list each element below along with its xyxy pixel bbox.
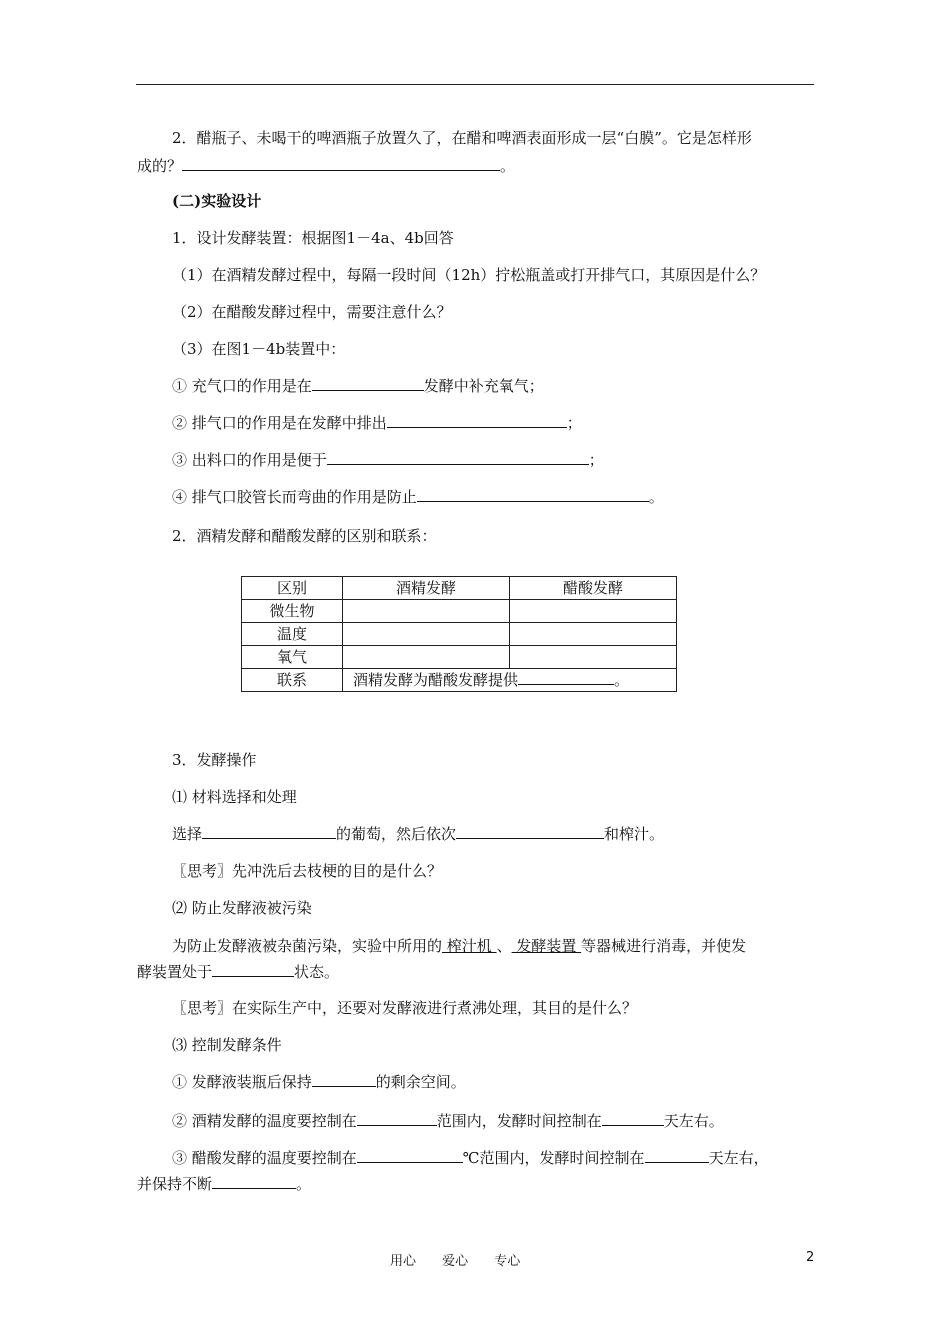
answer-blank[interactable]	[357, 1111, 437, 1126]
design-sub1: （1）在酒精发酵过程中，每隔一段时间（12h）拧松瓶盖或打开排气口，其原因是什么？	[172, 266, 766, 284]
table-row	[242, 600, 677, 623]
answer-blank[interactable]	[312, 376, 424, 391]
answer-blank[interactable]	[182, 156, 500, 171]
design-c2: ② 排气口的作用是在发酵中排出 ；	[172, 414, 582, 432]
table-cell[interactable]	[343, 646, 510, 669]
answer-blank[interactable]	[456, 824, 604, 839]
section-heading: (二)实验设计	[172, 192, 262, 210]
design-item2: 2．酒精发酵和醋酸发酵的区别和联系：	[172, 527, 437, 545]
table-cell[interactable]	[510, 600, 677, 623]
table-header-row	[242, 577, 677, 600]
answer-blank[interactable]	[202, 824, 336, 839]
table-cell[interactable]	[510, 623, 677, 646]
answer-blank[interactable]	[387, 413, 567, 428]
link-cell: 酒精发酵为醋酸发酵提供 。	[343, 669, 677, 692]
answer-blank[interactable]	[357, 1148, 463, 1163]
answer-blank[interactable]	[212, 1174, 296, 1189]
footer-motto: 用心 爱心 专心	[390, 1254, 521, 1269]
op-k3-line2: 并保持不断 。	[137, 1175, 312, 1193]
table-header-cell: 酒精发酵	[343, 577, 510, 600]
q2-line2	[137, 156, 515, 176]
answer-blank[interactable]	[327, 450, 589, 465]
q2-line1: 2．醋瓶子、未喝干的啤酒瓶子放置久了，在醋和啤酒表面形成一层“白膜”。它是怎样形	[172, 129, 752, 147]
op-k2: ② 酒精发酵的温度要控制在 范围内，发酵时间控制在 天左右。	[172, 1112, 724, 1130]
page-number: 2	[806, 1250, 815, 1265]
op-k3-line1: ③ 醋酸发酵的温度要控制在 ℃范围内，发酵时间控制在 天左右，	[172, 1149, 769, 1167]
table-row	[242, 646, 677, 669]
answer-blank[interactable]	[212, 962, 294, 977]
op-s1: ⑴ 材料选择和处理	[172, 788, 297, 806]
row-label: 联系	[242, 669, 343, 692]
answer-blank[interactable]	[518, 670, 614, 685]
table-cell[interactable]	[343, 623, 510, 646]
answer-blank[interactable]	[312, 1072, 376, 1087]
table-cell[interactable]	[343, 600, 510, 623]
op-s2-line2: 酵装置处于 状态。	[137, 963, 340, 981]
design-c4: ④ 排气口胶管长而弯曲的作用是防止 。	[172, 488, 664, 506]
design-sub2: （2）在醋酸发酵过程中，需要注意什么？	[172, 303, 452, 321]
row-label: 氧气	[242, 646, 343, 669]
underlined-juicer: 榨汁机	[442, 937, 497, 955]
op-k1: ① 发酵液装瓶后保持 的剩余空间。	[172, 1073, 466, 1091]
design-item1: 1．设计发酵装置：根据图1－4a、4b回答	[172, 229, 454, 247]
table-row-link	[242, 669, 677, 692]
row-label: 微生物	[242, 600, 343, 623]
row-label: 温度	[242, 623, 343, 646]
answer-blank[interactable]	[645, 1148, 709, 1163]
q2-prefix: 成的？	[137, 157, 183, 175]
table-header-cell: 区别	[242, 577, 343, 600]
op-s1-line: 选择 的葡萄，然后依次 和榨汁。	[172, 825, 665, 843]
design-sub3: （3）在图1－4b装置中：	[172, 340, 346, 358]
think2: 〖思考〗在实际生产中，还要对发酵液进行煮沸处理，其目的是什么？	[172, 999, 638, 1017]
answer-blank[interactable]	[417, 487, 649, 502]
header-rule	[136, 84, 814, 85]
design-c3: ③ 出料口的作用是便于 ；	[172, 451, 604, 469]
table-row	[242, 623, 677, 646]
table-cell[interactable]	[510, 646, 677, 669]
comparison-table	[241, 576, 677, 692]
q2-suffix: 。	[500, 157, 516, 175]
op-s2-line1: 为防止发酵液被杂菌污染，实验中所用的 榨汁机 、 发酵装置 等器械进行消毒，并使发	[172, 937, 747, 955]
design-c1: ① 充气口的作用是在 发酵中补充氧气；	[172, 377, 544, 395]
underlined-fermenter: 发酵装置	[511, 937, 582, 955]
op-s2: ⑵ 防止发酵液被污染	[172, 899, 312, 917]
op-title: 3．发酵操作	[172, 751, 257, 769]
table-header-cell: 醋酸发酵	[510, 577, 677, 600]
answer-blank[interactable]	[602, 1111, 664, 1126]
op-s3: ⑶ 控制发酵条件	[172, 1036, 282, 1054]
think1: 〖思考〗先冲洗后去枝梗的目的是什么？	[172, 862, 443, 880]
